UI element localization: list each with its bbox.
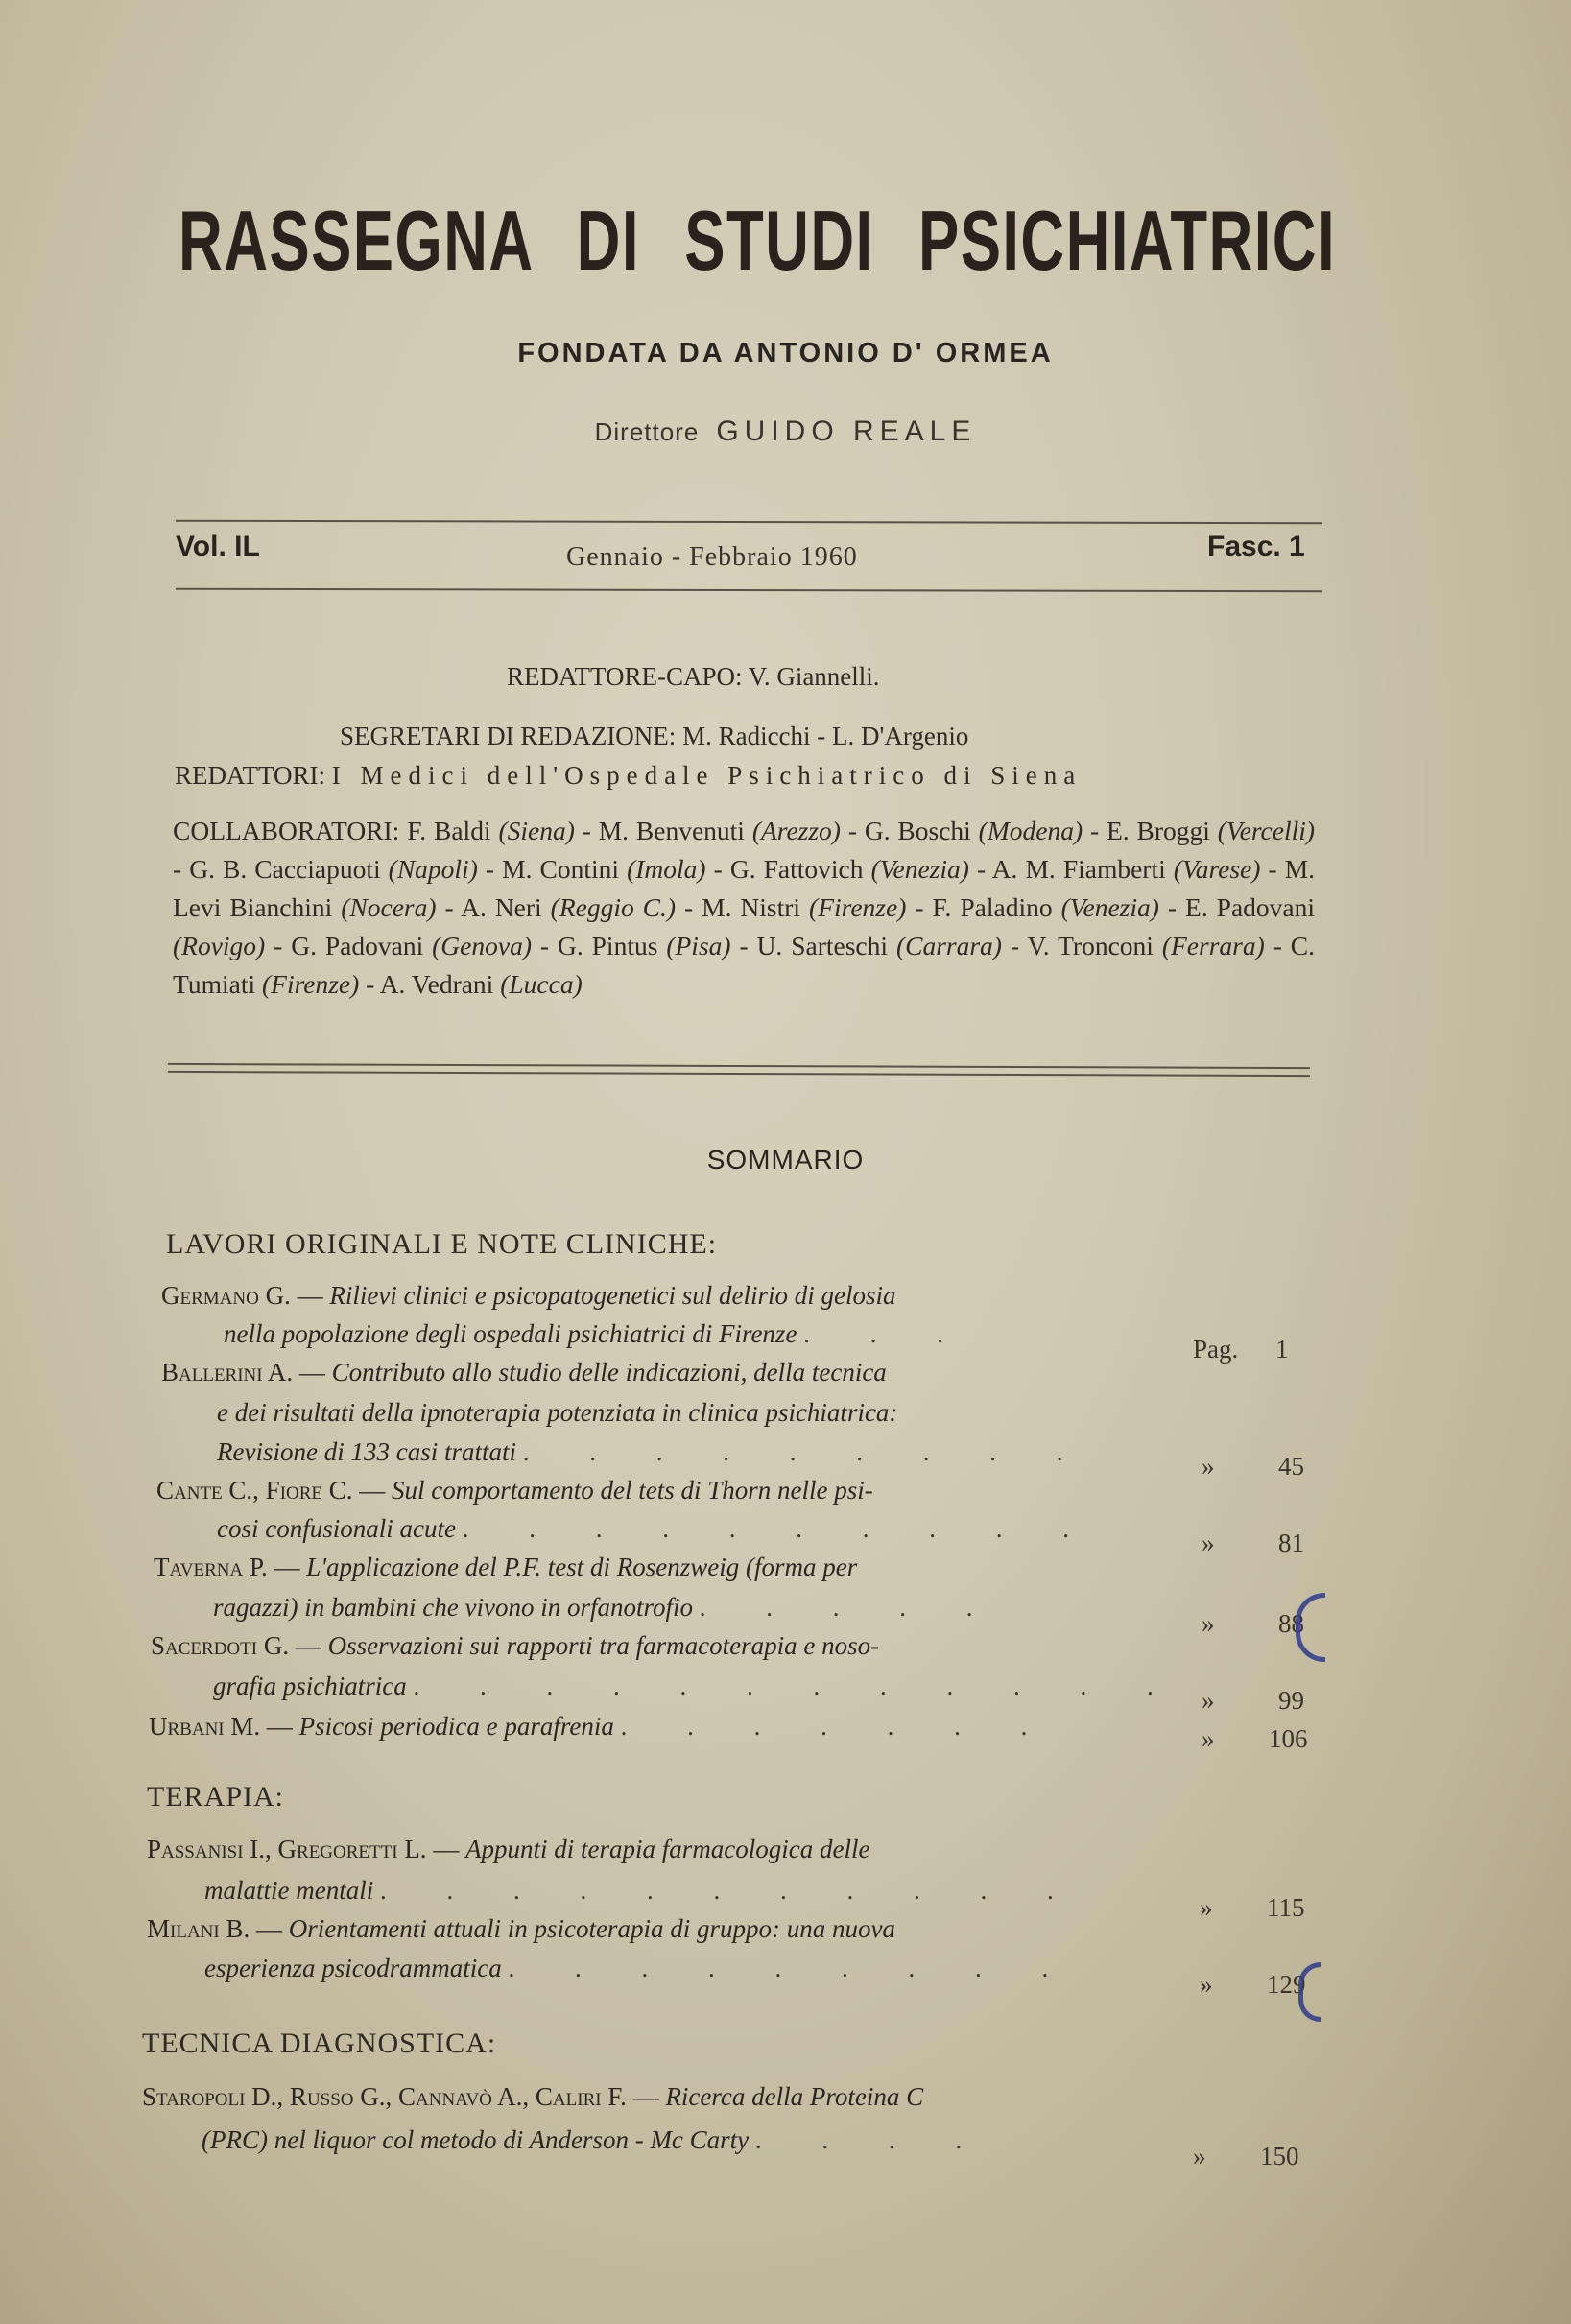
chief-editor-name: V. Giannelli. <box>748 662 880 691</box>
collaborators-block: COLLABORATORI: F. Baldi (Siena) - M. Benvenuti (Arezzo) - G. Boschi (Modena) - E. Broggi (Vercelli) - G. B. Cacciapuoti (Napoli) - M. Contini (Imola) - G. Fattovich (Venezia) - A. M. Fiamberti (Varese) - M. Levi Bianchini (Nocera) - A. Neri (Reggio C.) - M. Nistri (Firenze) - F. Paladino (Venezia) - E. Padovani (Rovigo) - G. Padovani (Genova) - G. Pintus (Pisa) - U. Sarteschi (Carrara) - V. Tronconi (Ferrara) - C. Tumiati (Firenze) - A. Vedrani (Lucca) <box>173 816 1316 999</box>
section-heading: TECNICA DIAGNOSTICA: <box>142 2028 497 2059</box>
collaborator: C. Tumiati (Firenze) <box>173 931 1315 999</box>
collaborator: A. M. Fiamberti (Varese) <box>991 854 1261 884</box>
editors-label: REDATTORI: <box>175 761 326 790</box>
collaborator: G. B. Cacciapuoti (Napoli) <box>189 854 478 884</box>
section-heading: LAVORI ORIGINALI E NOTE CLINICHE: <box>166 1228 718 1260</box>
toc-entry[interactable]: Cante C., Fiore C. — Sul comportamento del tets di Thorn nelle psi- <box>156 1476 873 1505</box>
issue-date: Gennaio - Febbraio 1960 <box>566 542 858 572</box>
toc-entry[interactable]: Germano G. — Rilievi clinici e psicopatogenetici sul delirio di gelosia <box>161 1281 896 1310</box>
collaborator: F. Paladino (Venezia) <box>932 892 1159 922</box>
founder-line: FONDATA DA ANTONIO D' ORMEA <box>517 338 1054 368</box>
collaborator: F. Baldi (Siena) <box>407 816 575 845</box>
toc-entry-cont: Revisione di 133 casi trattati . . . . . . . . . <box>217 1437 1090 1466</box>
collaborator: G. Fattovich (Venezia) <box>729 854 969 884</box>
volume-number: Vol. IL <box>176 531 260 562</box>
section-heading: TERAPIA: <box>147 1781 284 1813</box>
collaborator: A. Neri (Reggio C.) <box>461 892 677 922</box>
page-ref: » 150 <box>1193 2142 1299 2170</box>
page-ref: » 129 <box>1200 1970 1306 1999</box>
toc-entry-cont: grafia psichiatrica . . . . . . . . . . . . <box>213 1672 1180 1700</box>
collaborator: M. Contini (Imola) <box>502 854 706 884</box>
director-line <box>0 415 1571 448</box>
editors-line <box>175 761 1082 791</box>
page-ref: » 45 <box>1202 1452 1304 1481</box>
collaborator: G. Pintus (Pisa) <box>557 931 731 960</box>
page-ref: » 115 <box>1200 1893 1305 1922</box>
collaborator: A. Vedrani (Lucca) <box>379 969 583 999</box>
toc-entry-cont: ragazzi) in bambini che vivono in orfanotrofio . . . . . <box>213 1593 1000 1622</box>
collaborator: G. Boschi (Modena) <box>864 816 1083 845</box>
toc-entry[interactable]: Ballerini A. — Contributo allo studio delle indicazioni, della tecnica <box>161 1358 887 1387</box>
collaborator: E. Broggi (Vercelli) <box>1106 816 1316 845</box>
collaborator: M. Levi Bianchini (Nocera) <box>173 854 1316 922</box>
toc-entry-cont: nella popolazione degli ospedali psichiatrici di Firenze . . . <box>224 1319 970 1348</box>
toc-entry[interactable]: Taverna P. — L'applicazione del P.F. test di Rosenzweig (forma per <box>154 1553 858 1581</box>
fascicle-number: Fasc. 1 <box>1207 531 1305 562</box>
toc-entry-cont: malattie mentali . . . . . . . . . . . <box>204 1876 1081 1905</box>
pen-mark-icon <box>1296 1593 1325 1662</box>
page-ref: » 99 <box>1202 1686 1304 1715</box>
chief-editor-line <box>507 662 880 692</box>
toc-entry-cont: cosi confusionali acute . . . . . . . . . . <box>217 1514 1096 1543</box>
double-rule-1 <box>168 1063 1310 1069</box>
collaborator: U. Sarteschi (Carrara) <box>756 931 1002 960</box>
secretaries-names: M. Radicchi - L. D'Argenio <box>682 722 969 750</box>
contents-heading: SOMMARIO <box>706 1145 865 1174</box>
page-ref: » 106 <box>1202 1724 1308 1753</box>
toc-entry-cont: e dei risultati della ipnoterapia potenziata in clinica psichiatrica: <box>217 1398 898 1427</box>
pen-mark-icon <box>1298 1962 1321 2022</box>
director-name: GUIDO REALE <box>716 415 977 447</box>
collaborator: M. Nistri (Firenze) <box>702 892 907 922</box>
page-ref: » 81 <box>1202 1529 1304 1557</box>
collaborator: G. Padovani (Genova) <box>291 931 532 960</box>
toc-entry[interactable]: Sacerdoti G. — Osservazioni sui rapporti tra farmacoterapia e noso- <box>151 1631 880 1660</box>
collaborator: E. Padovani (Rovigo) <box>173 892 1315 960</box>
divider-bottom <box>176 588 1322 593</box>
editors-names: I Medici dell'Ospedale Psichiatrico di Siena <box>331 761 1083 790</box>
divider-top <box>176 520 1322 525</box>
toc-entry[interactable]: Milani B. — Orientamenti attuali in psicoterapia di gruppo: una nuova <box>147 1914 895 1943</box>
page-ref: » 88 <box>1202 1609 1304 1638</box>
director-label: Direttore <box>594 417 700 446</box>
toc-entry[interactable]: Passanisi I., Gregoretti L. — Appunti di terapia farmacologica delle <box>147 1835 870 1863</box>
secretaries-label: SEGRETARI DI REDAZIONE: <box>340 722 677 750</box>
secretaries-line <box>340 722 968 751</box>
toc-entry[interactable]: Urbani M. — Psicosi periodica e parafrenia . . . . . . . <box>149 1712 1055 1741</box>
double-rule-2 <box>168 1071 1310 1077</box>
collaborator: M. Benvenuti (Arezzo) <box>598 816 841 845</box>
collaborators-label: COLLABORATORI: <box>173 816 400 845</box>
page-ref: Pag. 1 <box>1193 1335 1289 1364</box>
chief-editor-label: REDATTORE-CAPO: <box>507 662 743 691</box>
toc-entry-cont: esperienza psicodrammatica . . . . . . . . . <box>204 1954 1076 1982</box>
journal-title: RASSEGNA DI STUDI PSICHIATRICI <box>179 193 1336 288</box>
toc-entry[interactable]: Staropoli D., Russo G., Cannavò A., Caliri F. — Ricerca della Proteina C <box>142 2082 924 2111</box>
toc-entry-cont: (PRC) nel liquor col metodo di Anderson - Mc Carty . . . . <box>202 2125 989 2154</box>
collaborator: V. Tronconi (Ferrara) <box>1027 931 1265 960</box>
